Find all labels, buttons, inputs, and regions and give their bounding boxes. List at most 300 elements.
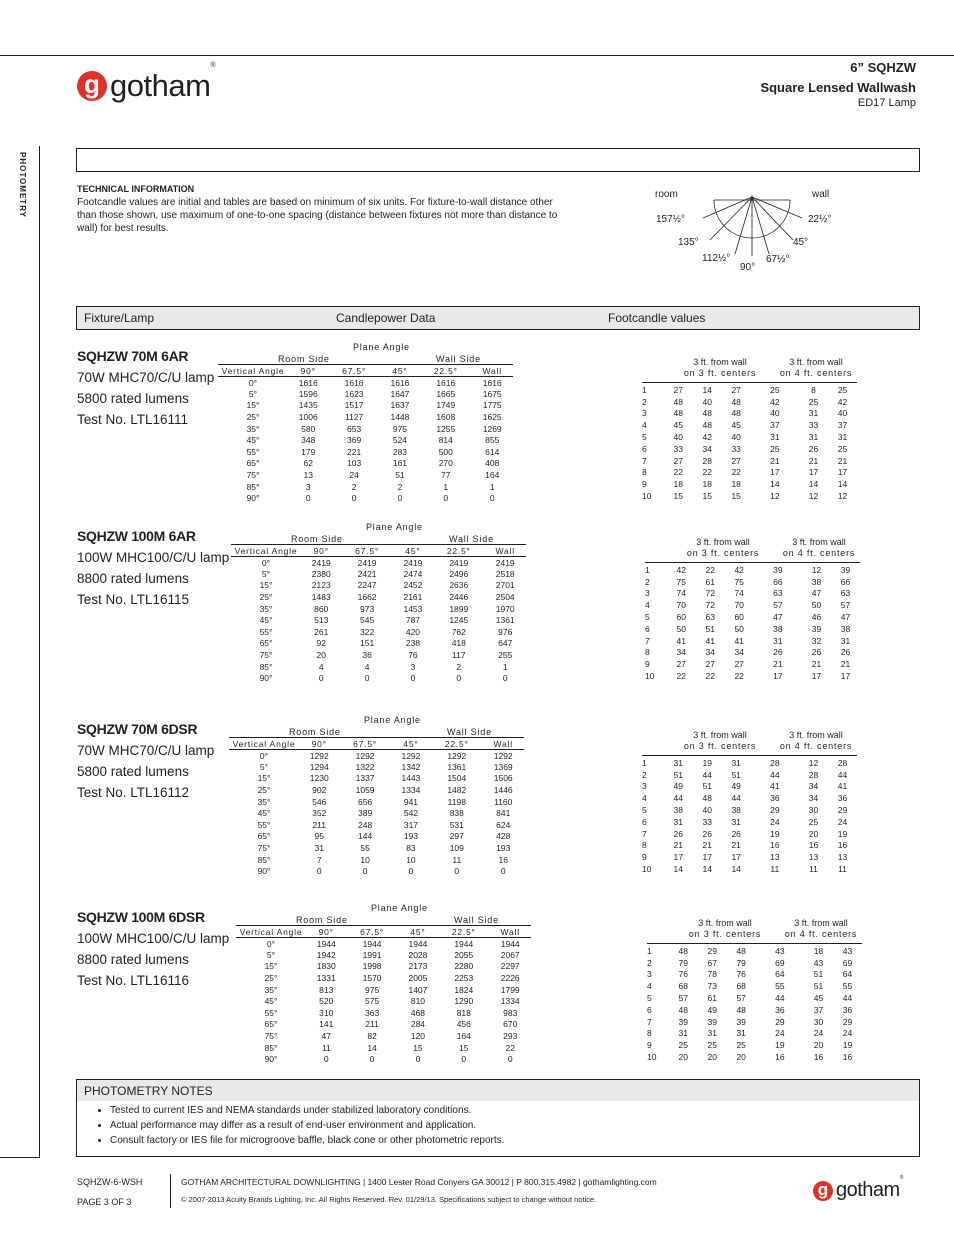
fc-head-a: 3 ft. from wall on 3 ft. centers — [686, 537, 760, 558]
fc-value: 12 — [808, 757, 819, 768]
cp-value: 221 — [346, 446, 362, 457]
table-row — [647, 1028, 862, 1040]
cp-value: 95 — [314, 831, 324, 842]
fc-value: 5 — [642, 432, 647, 443]
cp-rule — [236, 925, 531, 926]
cp-value: 2280 — [454, 961, 474, 972]
table-row — [218, 458, 513, 470]
table-row — [236, 949, 531, 961]
angle-label-157: 157½° — [656, 214, 686, 225]
fc-value: 18 — [731, 479, 741, 490]
cp-value: 1944 — [316, 938, 336, 949]
fc-value: 14 — [837, 479, 848, 490]
product-lamp: ED17 Lamp — [857, 97, 916, 109]
fc-rule — [645, 562, 860, 563]
fc-value: 34 — [734, 647, 744, 658]
cp-value: 1337 — [355, 773, 375, 784]
footer-doc-id: SQHZW-6-WSH — [77, 1177, 143, 1187]
fc-value: 27 — [731, 455, 741, 466]
vertical-angle-header: Vertical Angle — [231, 546, 301, 557]
fc-value: 24 — [837, 816, 848, 827]
cp-value: 1 — [443, 481, 449, 492]
fc-value: 36 — [842, 1004, 853, 1015]
wall-side-label: Wall Side — [436, 354, 481, 364]
cp-value: 363 — [364, 1007, 380, 1018]
cp-value: 2226 — [500, 973, 520, 984]
fc-value: 9 — [645, 659, 650, 670]
fc-value: 28 — [837, 757, 848, 768]
brand-name: gotham® — [836, 1175, 903, 1201]
vertical-angle: 25° — [246, 412, 260, 423]
cp-value: 211 — [365, 1019, 379, 1030]
fc-value: 22 — [705, 564, 715, 575]
candlepower-table — [236, 927, 531, 1065]
cp-value: 15 — [413, 1042, 423, 1053]
fc-value: 24 — [813, 1028, 824, 1039]
cp-value: 787 — [405, 615, 421, 626]
cp-value: 1944 — [362, 938, 382, 949]
fc-value: 74 — [676, 588, 686, 599]
table-row — [642, 769, 857, 781]
cp-value: 352 — [312, 808, 327, 819]
cp-value: 0 — [410, 673, 416, 684]
fc-value: 4 — [642, 793, 647, 804]
fc-value: 10 — [642, 864, 652, 875]
room-side-label: Room Side — [291, 534, 343, 544]
table-row — [642, 419, 857, 431]
cp-value: 1269 — [482, 423, 502, 434]
cp-value: 1506 — [493, 773, 513, 784]
fc-value: 14 — [770, 479, 780, 490]
vertical-angle: 25° — [264, 973, 278, 984]
footcandle-table — [642, 757, 857, 875]
vertical-angle: 85° — [259, 661, 273, 672]
table-row — [642, 384, 857, 396]
cp-value: 1616 — [482, 377, 502, 388]
cp-value: 1899 — [449, 603, 469, 614]
fc-value: 8 — [642, 467, 647, 478]
cp-value: 983 — [503, 1007, 518, 1018]
fc-head-b: 3 ft. from wall on 4 ft. centers — [782, 537, 856, 558]
plane-angle-label: Plane Angle — [353, 342, 410, 352]
fc-value: 40 — [837, 408, 848, 419]
cp-value: 1944 — [454, 938, 474, 949]
fc-value: 44 — [770, 769, 780, 780]
room-side-label: Room Side — [278, 354, 330, 364]
table-row — [236, 1019, 531, 1031]
cp-value: 818 — [456, 1007, 471, 1018]
fc-head-a: 3 ft. from wall on 3 ft. centers — [683, 730, 757, 751]
cp-value: 1292 — [309, 750, 329, 761]
cp-value: 51 — [395, 470, 405, 481]
cp-value: 1453 — [403, 603, 423, 614]
fc-value: 73 — [707, 981, 717, 992]
cp-value: 2446 — [449, 592, 469, 603]
table-row — [642, 781, 857, 793]
cp-value: 284 — [410, 1019, 426, 1030]
fixture-lamp: 70W MHC70/C/U lamp — [77, 370, 215, 385]
fc-value: 26 — [673, 828, 683, 839]
footer-logo — [813, 1175, 903, 1202]
fixture-name: SQHZW 70M 6AR — [77, 348, 189, 364]
fc-value: 34 — [702, 443, 712, 454]
table-row — [231, 638, 526, 650]
cp-value: 1198 — [447, 796, 466, 807]
cp-value: 11 — [452, 854, 462, 865]
table-row — [218, 411, 513, 423]
fc-value: 25 — [770, 443, 780, 454]
fixture-lamp: 70W MHC70/C/U lamp — [77, 743, 215, 758]
fc-value: 1 — [647, 945, 652, 956]
fc-value: 22 — [702, 467, 712, 478]
cp-value: 0 — [443, 493, 449, 504]
fc-value: 48 — [673, 396, 683, 407]
fc-value: 16 — [775, 1052, 785, 1063]
cp-value: 1292 — [355, 750, 375, 761]
table-row — [229, 773, 524, 785]
table-row — [236, 972, 531, 984]
fc-value: 34 — [808, 793, 819, 804]
fc-value: 16 — [842, 1052, 853, 1063]
cp-value: 1647 — [390, 388, 410, 399]
fc-value: 8 — [642, 840, 647, 851]
cp-value: 2419 — [403, 557, 423, 568]
fc-value: 17 — [840, 671, 851, 682]
cp-col-header: 90° — [306, 927, 346, 938]
table-row — [229, 796, 524, 808]
fc-value: 27 — [673, 384, 683, 395]
fc-value: 12 — [811, 564, 822, 575]
fc-value: 37 — [770, 420, 780, 431]
fc-value: 64 — [842, 969, 853, 980]
cp-value: 542 — [403, 808, 419, 819]
table-row — [647, 1016, 862, 1028]
cp-value: 1255 — [436, 423, 456, 434]
fc-value: 17 — [702, 852, 712, 863]
fc-value: 17 — [773, 671, 783, 682]
vertical-angle: 45° — [264, 996, 278, 1007]
cp-value: 0 — [408, 866, 414, 877]
fixture-info — [77, 909, 229, 991]
table-row — [236, 984, 531, 996]
fc-value: 45 — [813, 993, 824, 1004]
angle-label-90: 90° — [740, 262, 756, 272]
fc-value: 41 — [676, 635, 686, 646]
vertical-angle-header: Vertical Angle — [229, 739, 299, 750]
table-row — [645, 623, 860, 635]
table-row — [236, 961, 531, 973]
fc-value: 36 — [770, 793, 780, 804]
fc-value: 79 — [736, 957, 746, 968]
table-row — [642, 467, 857, 479]
table-row — [642, 443, 857, 455]
fc-value: 26 — [811, 647, 822, 658]
fixture-test: Test No. LTL16116 — [77, 973, 190, 988]
side-label: PHOTOMETRY — [18, 152, 27, 219]
candlepower-table — [229, 739, 524, 877]
table-row — [645, 599, 860, 611]
cp-value: 500 — [438, 446, 453, 457]
note-item: • Tested to current IES and NEMA standards under stabilized laboratory conditions. — [110, 1105, 919, 1116]
side-rule — [39, 146, 40, 1158]
wall-side-label: Wall Side — [447, 727, 492, 737]
cp-value: 193 — [496, 843, 511, 854]
cp-value: 77 — [441, 470, 451, 481]
table-row — [231, 603, 526, 615]
cp-value: 31 — [314, 843, 324, 854]
table-row — [642, 431, 857, 443]
fc-value: 39 — [840, 564, 851, 575]
cp-value: 2 — [456, 661, 462, 672]
cp-value: 1292 — [447, 750, 467, 761]
table-row — [642, 490, 857, 502]
cp-value: 428 — [496, 831, 511, 842]
fc-value: 1 — [645, 564, 650, 575]
cp-value: 47 — [321, 1031, 331, 1042]
vertical-angle: 85° — [257, 854, 271, 865]
fc-value: 16 — [837, 840, 848, 851]
note-item: • Actual performance may differ as a result of end-user environment and application. — [110, 1120, 919, 1131]
cp-value: 164 — [456, 1031, 471, 1042]
fc-value: 15 — [702, 491, 712, 502]
cp-header-row — [236, 927, 531, 938]
cp-value: 2419 — [357, 557, 377, 568]
table-row — [231, 614, 526, 626]
table-row — [642, 408, 857, 420]
table-row — [642, 840, 857, 852]
cp-col-header: 45° — [380, 366, 420, 377]
fc-value: 28 — [770, 757, 780, 768]
cp-value: 2496 — [449, 568, 469, 579]
cp-value: 13 — [303, 470, 313, 481]
cp-value: 1517 — [344, 400, 364, 411]
fc-value: 9 — [642, 479, 647, 490]
fc-value: 20 — [707, 1052, 717, 1063]
cp-value: 1749 — [436, 400, 456, 411]
table-row — [218, 434, 513, 446]
table-row — [236, 995, 531, 1007]
fc-value: 18 — [813, 945, 824, 956]
cp-value: 1596 — [298, 388, 318, 399]
cp-value: 36 — [362, 650, 372, 661]
table-row — [218, 377, 513, 389]
table-row — [647, 969, 862, 981]
fc-value: 44 — [842, 993, 853, 1004]
cp-value: 976 — [498, 626, 513, 637]
cp-value: 283 — [392, 446, 408, 457]
cp-value: 161 — [392, 458, 408, 469]
fc-value: 17 — [837, 467, 848, 478]
footcandle-header: Footcandle values — [608, 311, 706, 325]
cp-value: 2055 — [454, 949, 474, 960]
vertical-angle: 0° — [248, 377, 258, 388]
vertical-angle: 90° — [246, 493, 260, 504]
vertical-angle: 55° — [264, 1007, 278, 1018]
cp-value: 1799 — [500, 984, 520, 995]
vertical-angle: 5° — [259, 761, 269, 772]
table-row — [218, 388, 513, 400]
fc-value: 8 — [647, 1028, 652, 1039]
vertical-angle: 0° — [259, 750, 269, 761]
fc-value: 76 — [678, 969, 688, 980]
fc-value: 64 — [775, 969, 785, 980]
cp-value: 270 — [438, 458, 453, 469]
fc-value: 22 — [705, 671, 715, 682]
vertical-angle: 15° — [246, 400, 260, 411]
room-side-label: Room Side — [289, 727, 341, 737]
fc-value: 25 — [736, 1040, 746, 1051]
cp-value: 248 — [357, 819, 373, 830]
cp-value: 389 — [357, 808, 373, 819]
fc-value: 50 — [676, 623, 686, 634]
vertical-angle: 35° — [246, 423, 260, 434]
vertical-angle: 15° — [264, 961, 278, 972]
vertical-angle: 35° — [264, 984, 278, 995]
cp-value: 524 — [392, 435, 408, 446]
cp-value: 1483 — [311, 592, 331, 603]
cp-col-header: 45° — [393, 546, 433, 557]
cp-value: 297 — [449, 831, 464, 842]
cp-value: 520 — [319, 996, 334, 1007]
cp-value: 580 — [301, 423, 316, 434]
cp-value: 513 — [314, 615, 329, 626]
header-title-block — [760, 60, 916, 109]
fc-value: 18 — [702, 479, 712, 490]
fc-value: 31 — [707, 1028, 717, 1039]
fc-value: 21 — [731, 840, 741, 851]
cp-value: 1944 — [500, 938, 520, 949]
fc-value: 57 — [736, 993, 746, 1004]
table-row — [229, 865, 524, 877]
cp-col-header: 45° — [398, 927, 438, 938]
fc-value: 22 — [731, 467, 741, 478]
fc-value: 29 — [837, 805, 848, 816]
cp-value: 22 — [505, 1042, 515, 1053]
cp-value: 3 — [410, 661, 416, 672]
fc-value: 75 — [676, 576, 686, 587]
fc-value: 48 — [736, 945, 746, 956]
fc-value: 19 — [702, 757, 712, 768]
cp-value: 1292 — [493, 750, 513, 761]
cp-value: 0 — [364, 673, 370, 684]
vertical-angle-header: Vertical Angle — [236, 927, 306, 938]
fc-value: 10 — [642, 491, 652, 502]
vertical-angle: 25° — [257, 785, 271, 796]
fc-value: 14 — [808, 479, 819, 490]
cp-value: 82 — [367, 1031, 377, 1042]
cp-value: 1448 — [390, 412, 410, 423]
table-row — [642, 816, 857, 828]
cp-value: 0 — [461, 1054, 467, 1065]
fc-value: 24 — [775, 1028, 785, 1039]
footer-company: GOTHAM ARCHITECTURAL DOWNLIGHTING | 1400 Lester Road Conyers GA 30012 | P 800.315.4982 | gothamlighting.com — [181, 1177, 657, 1187]
cp-value: 255 — [498, 650, 513, 661]
cp-value: 2161 — [403, 592, 423, 603]
cp-value: 1625 — [482, 412, 502, 423]
cp-value: 1970 — [495, 603, 515, 614]
fc-value: 8 — [645, 647, 650, 658]
fc-value: 47 — [811, 588, 822, 599]
cp-value: 317 — [403, 819, 419, 830]
cp-value: 211 — [312, 819, 327, 830]
cp-value: 151 — [359, 638, 375, 649]
table-row — [218, 481, 513, 493]
fc-value: 44 — [702, 769, 712, 780]
cp-col-header: 45° — [391, 739, 431, 750]
angle-label-22: 22½° — [808, 214, 832, 225]
vertical-angle: 85° — [246, 481, 260, 492]
section-title-box — [76, 148, 920, 172]
vertical-angle: 5° — [261, 568, 271, 579]
fc-value: 44 — [673, 793, 683, 804]
cp-value: 1991 — [362, 949, 382, 960]
table-row — [642, 396, 857, 408]
fc-value: 34 — [705, 647, 715, 658]
fc-value: 20 — [808, 828, 819, 839]
fc-value: 13 — [808, 852, 819, 863]
footcandle-table — [642, 384, 857, 502]
fc-value: 33 — [702, 816, 712, 827]
cp-header-row — [229, 739, 524, 750]
fc-head-b: 3 ft. from wall on 4 ft. centers — [779, 730, 853, 751]
candlepower-header: Candlepower Data — [336, 311, 436, 325]
candlepower-table — [231, 546, 526, 684]
cp-col-header: 90° — [288, 366, 328, 377]
fc-value: 43 — [775, 945, 785, 956]
cp-value: 14 — [367, 1042, 377, 1053]
table-row — [645, 611, 860, 623]
fc-value: 13 — [837, 852, 848, 863]
fc-value: 26 — [808, 443, 819, 454]
cp-value: 1361 — [447, 761, 467, 772]
fc-value: 36 — [775, 1004, 785, 1015]
fc-value: 27 — [676, 659, 686, 670]
cp-value: 838 — [449, 808, 464, 819]
fc-value: 42 — [837, 396, 848, 407]
fc-value: 68 — [736, 981, 746, 992]
cp-value: 310 — [319, 1007, 334, 1018]
table-row — [642, 478, 857, 490]
fc-value: 48 — [673, 408, 683, 419]
fc-value: 2 — [642, 769, 647, 780]
table-row — [645, 658, 860, 670]
plane-angle-diagram — [650, 182, 850, 272]
cp-value: 468 — [410, 1007, 426, 1018]
cp-value: 0 — [502, 673, 508, 684]
fc-value: 49 — [707, 1004, 717, 1015]
fc-value: 57 — [678, 993, 688, 1004]
fc-value: 27 — [705, 659, 715, 670]
fc-value: 78 — [707, 969, 717, 980]
cp-value: 813 — [319, 984, 334, 995]
cp-value: 322 — [359, 626, 375, 637]
plane-angle-label: Plane Angle — [371, 903, 428, 913]
cp-value: 1059 — [355, 785, 375, 796]
fc-value: 50 — [734, 623, 744, 634]
fc-value: 46 — [811, 612, 822, 623]
cp-value: 2123 — [311, 580, 331, 591]
fc-value: 22 — [734, 671, 744, 682]
fc-value: 50 — [811, 600, 822, 611]
cp-value: 0 — [397, 493, 403, 504]
fc-value: 13 — [770, 852, 780, 863]
cp-value: 2518 — [495, 568, 515, 579]
fc-value: 38 — [673, 805, 683, 816]
cp-value: 2 — [351, 481, 357, 492]
fc-value: 55 — [842, 981, 853, 992]
table-row — [647, 992, 862, 1004]
footcandle-table — [647, 945, 862, 1063]
